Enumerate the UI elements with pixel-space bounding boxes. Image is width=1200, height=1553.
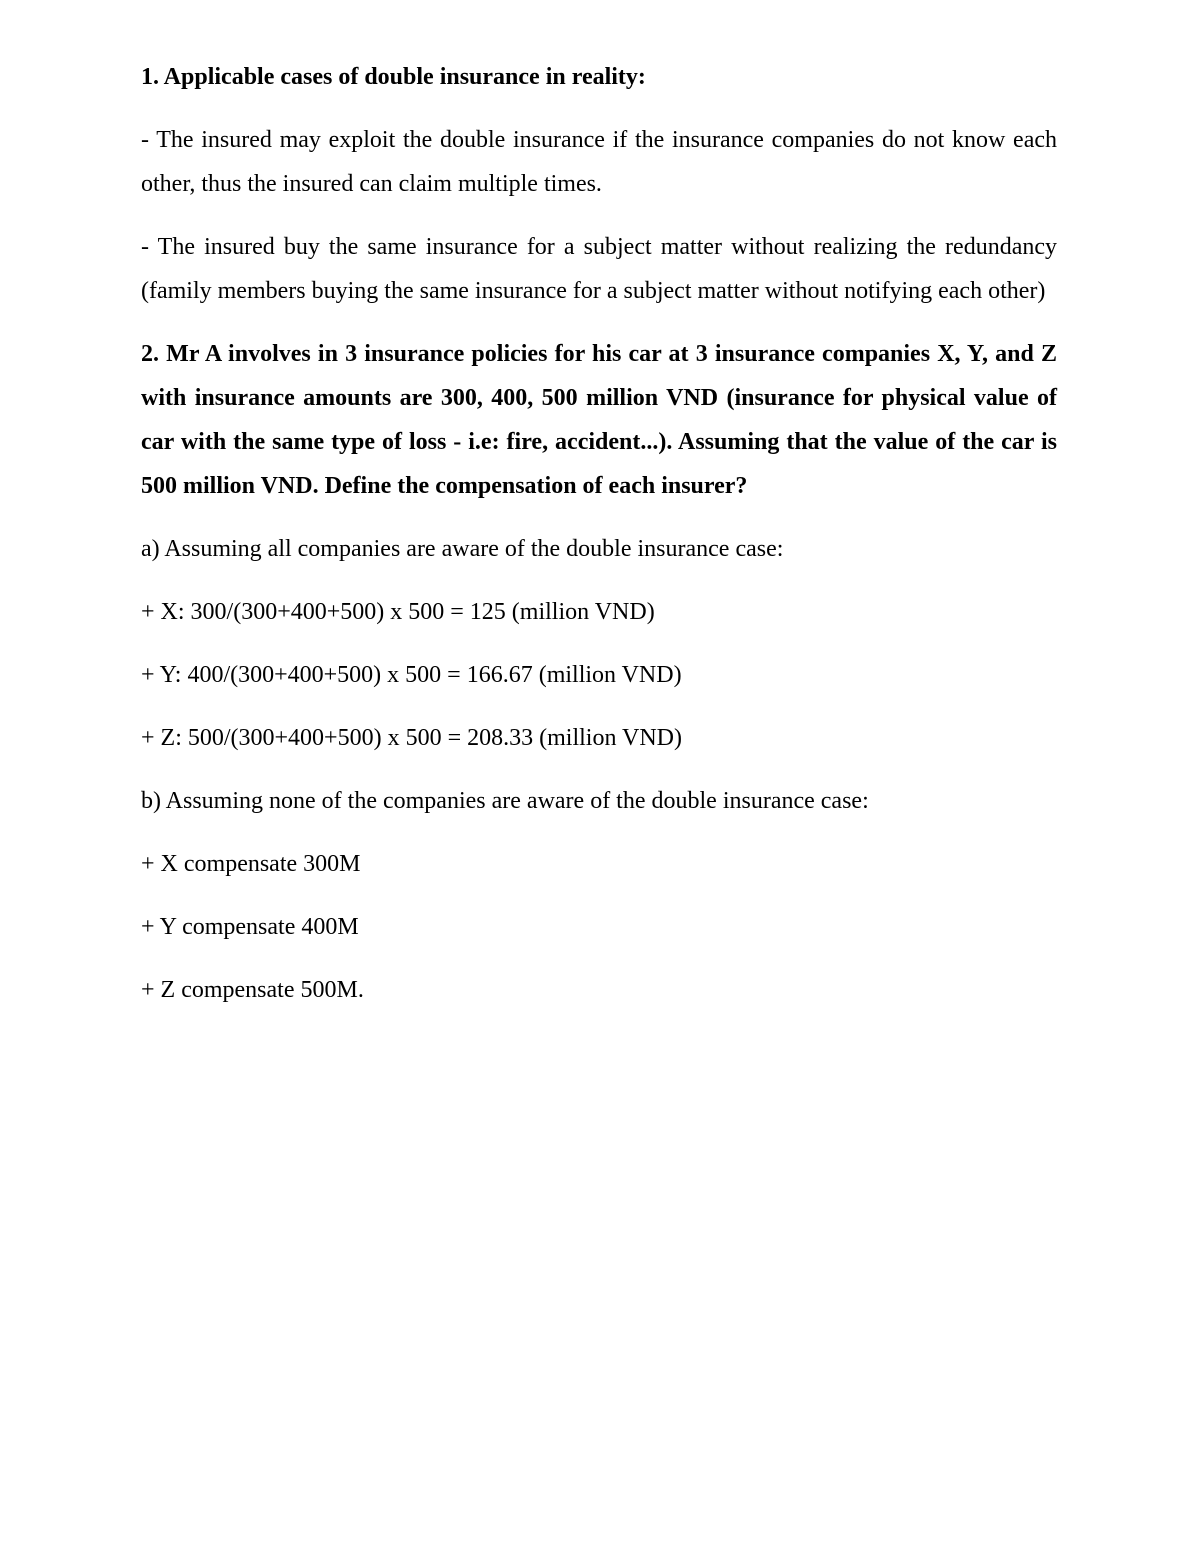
section2-question: 2. Mr A involves in 3 insurance policies for his car at 3 insurance companies X, Y, and Z with insurance amounts are 300, 400, 500 million VND (insurance for physical value of car with the same type of loss - i.e: fire, accident...). Assuming that the value of the car is 500 million VND. Define the compensation of each insurer?	[141, 341, 1057, 499]
case-b-line-z: + Z compensate 500M.	[141, 977, 364, 1003]
case-b-intro: b) Assuming none of the companies are aware of the double insurance case:	[141, 788, 869, 814]
section1-point1: - The insured may exploit the double insurance if the insurance companies do not know each other, thus the insured can claim multiple times.	[141, 127, 1057, 197]
section1-point2: - The insured buy the same insurance for a subject matter without realizing the redundancy (family members buying the same insurance for a subject matter without notifying each other)	[141, 234, 1057, 304]
case-a-intro: a) Assuming all companies are aware of the double insurance case:	[141, 536, 784, 562]
case-a-line-z: + Z: 500/(300+400+500) x 500 = 208.33 (million VND)	[141, 725, 683, 751]
section1-heading: 1. Applicable cases of double insurance in reality:	[141, 64, 646, 90]
case-a-line-x: + X: 300/(300+400+500) x 500 = 125 (million VND)	[141, 599, 655, 625]
case-b-line-y: + Y compensate 400M	[141, 914, 359, 940]
document-body	[141, 55, 1057, 1031]
case-b-line-x: + X compensate 300M	[141, 851, 361, 877]
case-a-line-y: + Y: 400/(300+400+500) x 500 = 166.67 (million VND)	[141, 662, 682, 688]
